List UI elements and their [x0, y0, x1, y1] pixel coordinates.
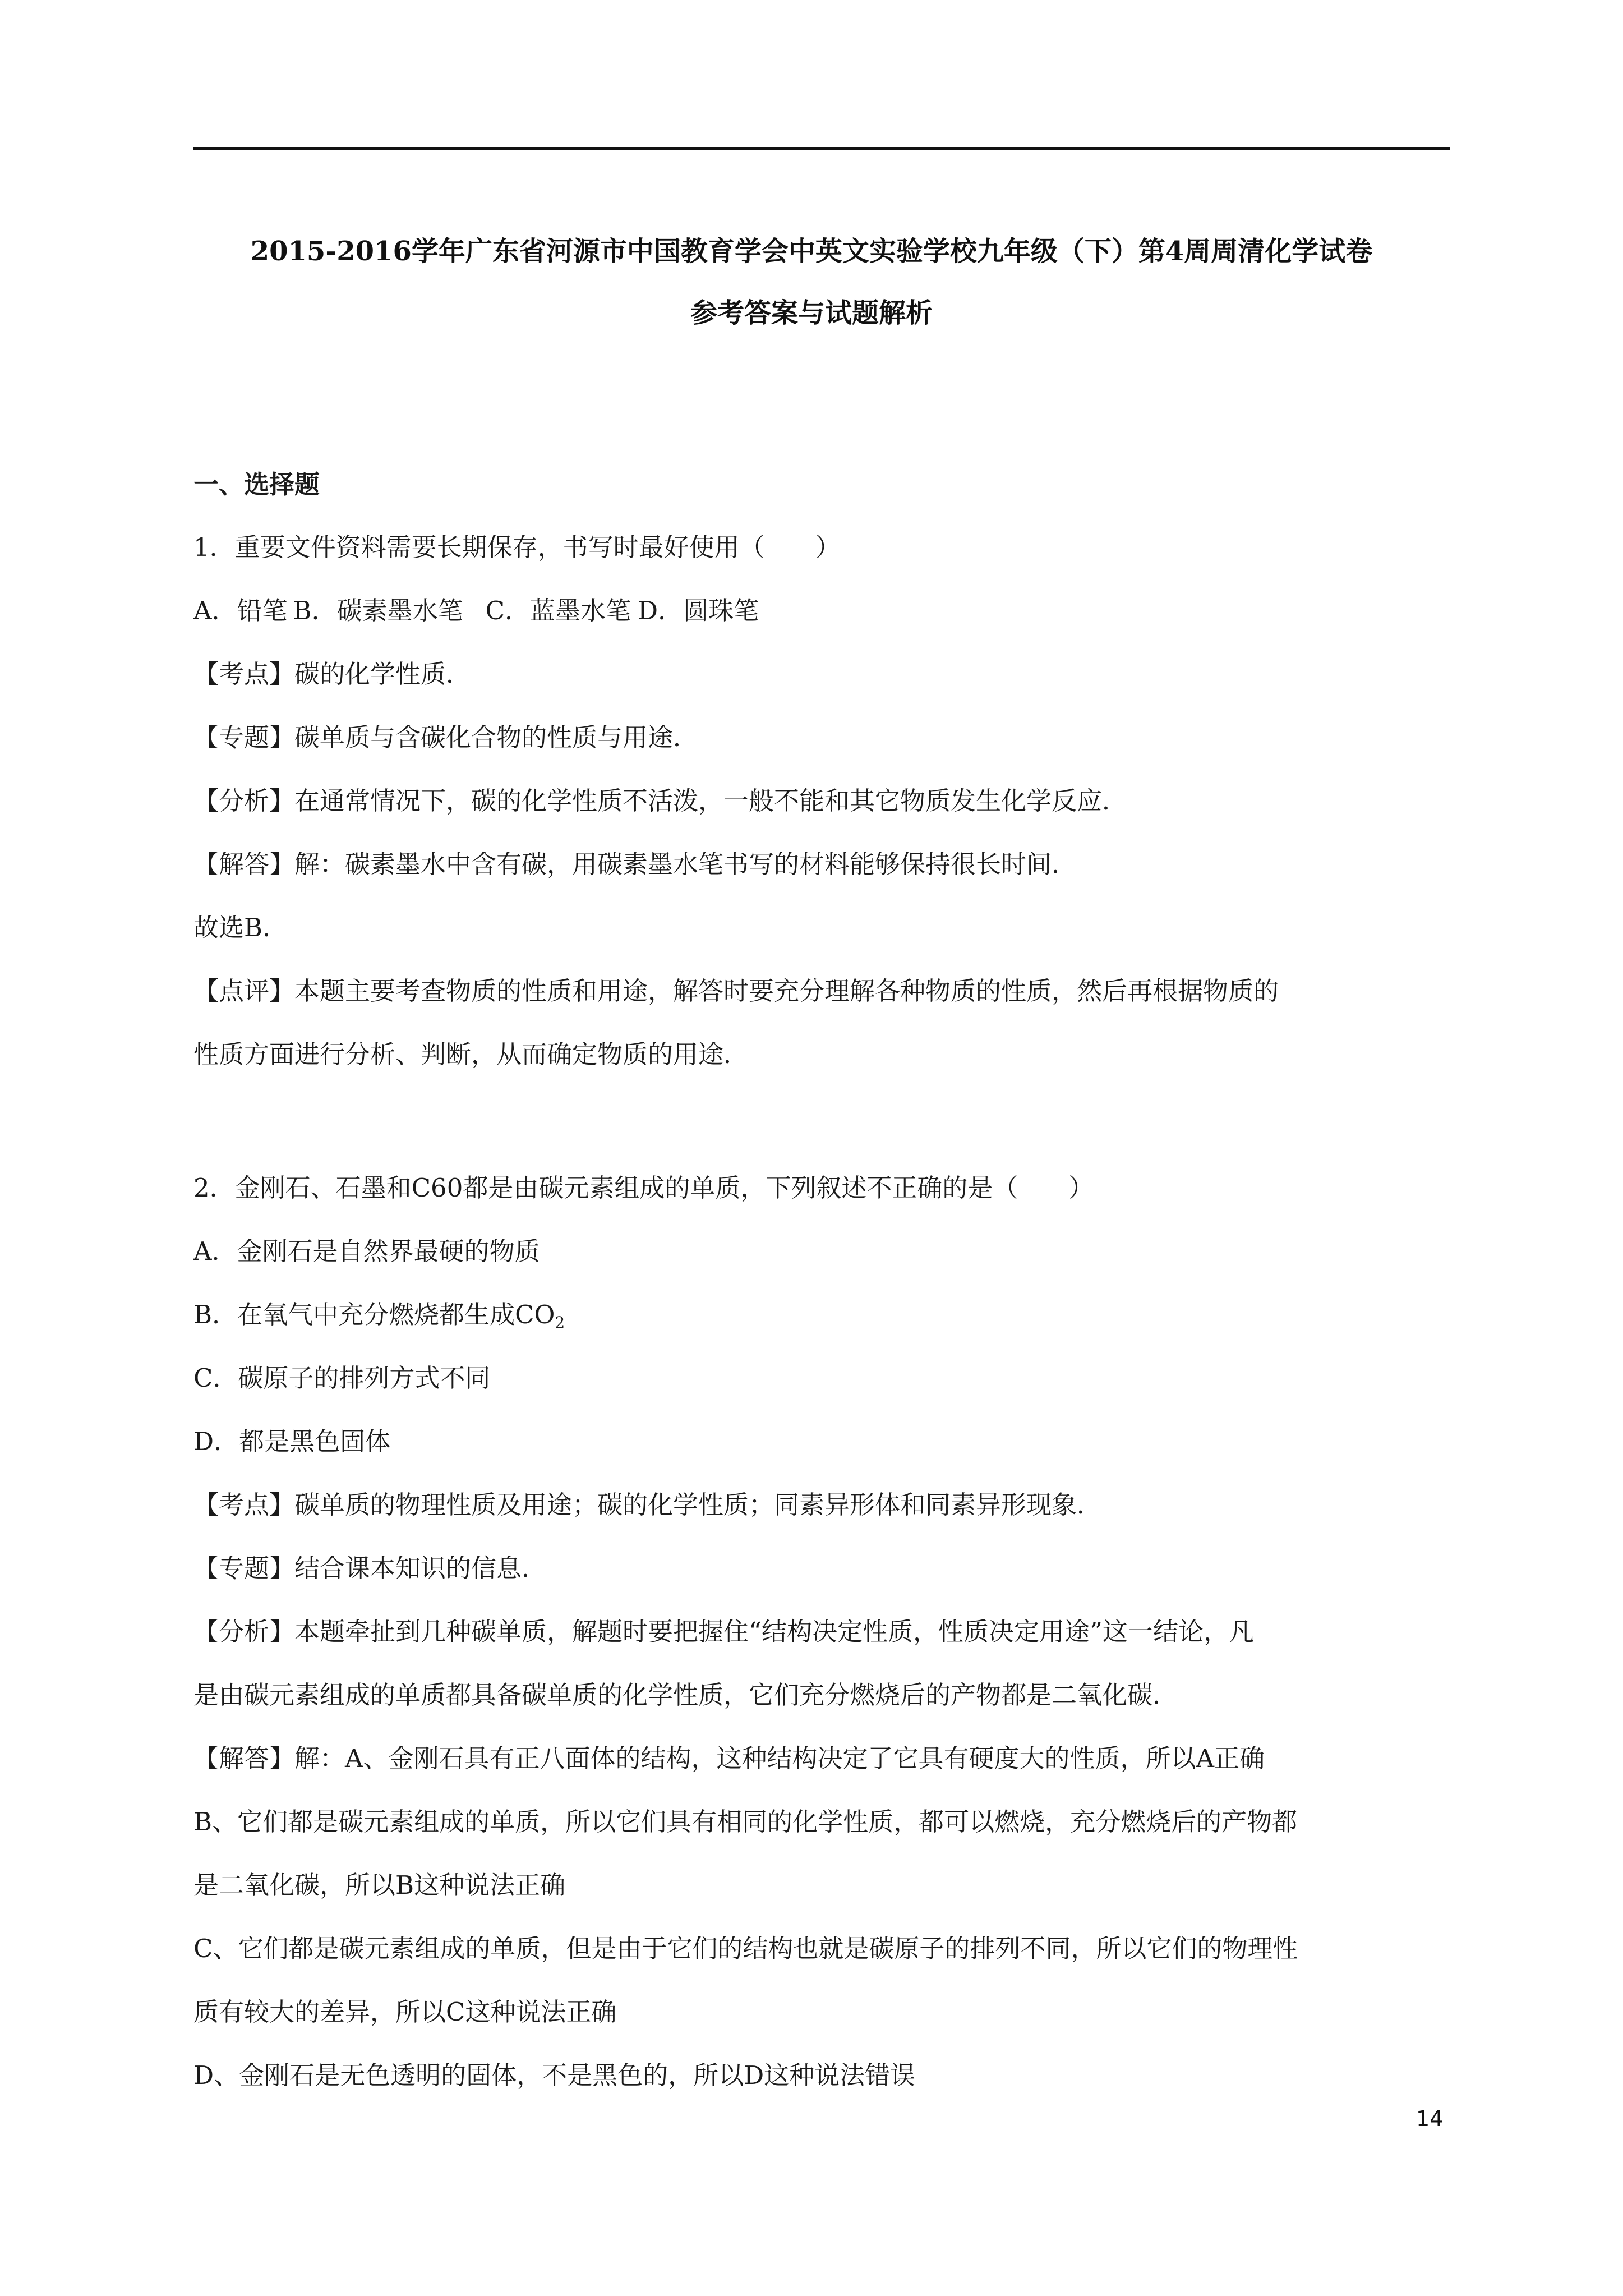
q2-option-b-subscript: 2 [555, 1313, 565, 1332]
q1-jieda [193, 849, 1077, 880]
zhuanti-text: 碳单质与含碳化合物的性质与用途． [294, 723, 699, 752]
jieda-text: 解：碳素墨水中含有碳，用碳素墨水笔书写的材料能够保持很长时间． [294, 849, 1077, 879]
zhuanti-label: 【专题】 [193, 1553, 295, 1583]
jieda-label: 【解答】 [193, 849, 295, 879]
q2-jieda-c-cont: 质有较大的差异，所以C这种说法正确 [193, 1997, 617, 2027]
q1-zhuanti [193, 722, 698, 753]
q1-answer: 故选B． [193, 913, 288, 942]
zhuanti-text: 结合课本知识的信息． [294, 1553, 547, 1583]
q2-fenxi [193, 1616, 1254, 1648]
fenxi-text: 本题牵扯到几种碳单质，解题时要把握住“结构决定性质，性质决定用途”这一结论，凡 [294, 1617, 1255, 1646]
q2-fenxi-cont: 是由碳元素组成的单质都具备碳单质的化学性质，它们充分燃烧后的产物都是二氧化碳． [193, 1680, 1178, 1710]
q1-option-b: B．碳素墨水笔 [293, 596, 463, 625]
q2-option-b [193, 1299, 565, 1331]
dianping-label: 【点评】 [193, 976, 295, 1006]
q1-dianping [193, 976, 1279, 1007]
header-rule [193, 147, 1450, 150]
q2-jieda-b-cont: 是二氧化碳，所以B这种说法正确 [193, 1870, 566, 1900]
q2-jieda-c: C、它们都是碳元素组成的单质，但是由于它们的结构也就是碳原子的排列不同，所以它们的物理性 [193, 1934, 1298, 1963]
q2-stem: 2．金刚石、石墨和C60都是由碳元素组成的单质，下列叙述不正确的是（ ） [193, 1173, 1094, 1203]
q1-option-c: C．蓝墨水笔 [485, 596, 631, 625]
q2-jieda [193, 1743, 1265, 1774]
q1-option-d: D．圆珠笔 [638, 596, 759, 625]
q2-option-b-text: B．在氧气中充分燃烧都生成CO [193, 1300, 555, 1329]
kaodian-text: 碳单质的物理性质及用途；碳的化学性质；同素异形体和同素异形现象． [294, 1490, 1103, 1520]
fenxi-label: 【分析】 [193, 786, 295, 816]
kaodian-text: 碳的化学性质． [294, 659, 472, 689]
jieda-text: 解：A、金刚石具有正八面体的结构，这种结构决定了它具有硬度大的性质，所以A正确 [294, 1743, 1265, 1773]
q1-kaodian [193, 659, 471, 690]
q1-dianping-cont: 性质方面进行分析、判断，从而确定物质的用途． [193, 1039, 749, 1069]
q1-fenxi [193, 785, 1127, 817]
zhuanti-label: 【专题】 [193, 723, 295, 752]
page-number: 14 [1416, 2106, 1444, 2131]
document-subtitle: 参考答案与试题解析 [690, 297, 933, 329]
jieda-label: 【解答】 [193, 1743, 295, 1773]
dianping-text: 本题主要考查物质的性质和用途，解答时要充分理解各种物质的性质，然后再根据物质的 [294, 976, 1279, 1006]
kaodian-label: 【考点】 [193, 1490, 295, 1520]
fenxi-text: 在通常情况下，碳的化学性质不活泼，一般不能和其它物质发生化学反应． [294, 786, 1128, 816]
q1-options [193, 595, 759, 627]
q2-option-a: A．金刚石是自然界最硬的物质 [193, 1236, 540, 1266]
q1-stem: 1．重要文件资料需要长期保存，书写时最好使用（ ） [193, 532, 841, 562]
q2-option-d: D．都是黑色固体 [193, 1427, 391, 1456]
q1-option-a: A．铅笔 [193, 596, 288, 625]
fenxi-label: 【分析】 [193, 1617, 295, 1646]
q2-jieda-d: D、金刚石是无色透明的固体，不是黑色的，所以D这种说法错误 [193, 2060, 916, 2090]
kaodian-label: 【考点】 [193, 659, 295, 689]
document-title: 2015-2016学年广东省河源市中国教育学会中英文实验学校九年级（下）第4周周清化学试卷 [250, 236, 1373, 267]
q2-option-c: C．碳原子的排列方式不同 [193, 1363, 491, 1393]
section-title: 一、选择题 [193, 470, 320, 499]
q2-jieda-b: B、它们都是碳元素组成的单质，所以它们具有相同的化学性质，都可以燃烧，充分燃烧后的产物都 [193, 1807, 1298, 1837]
q2-zhuanti [193, 1553, 547, 1584]
q2-kaodian [193, 1489, 1102, 1521]
